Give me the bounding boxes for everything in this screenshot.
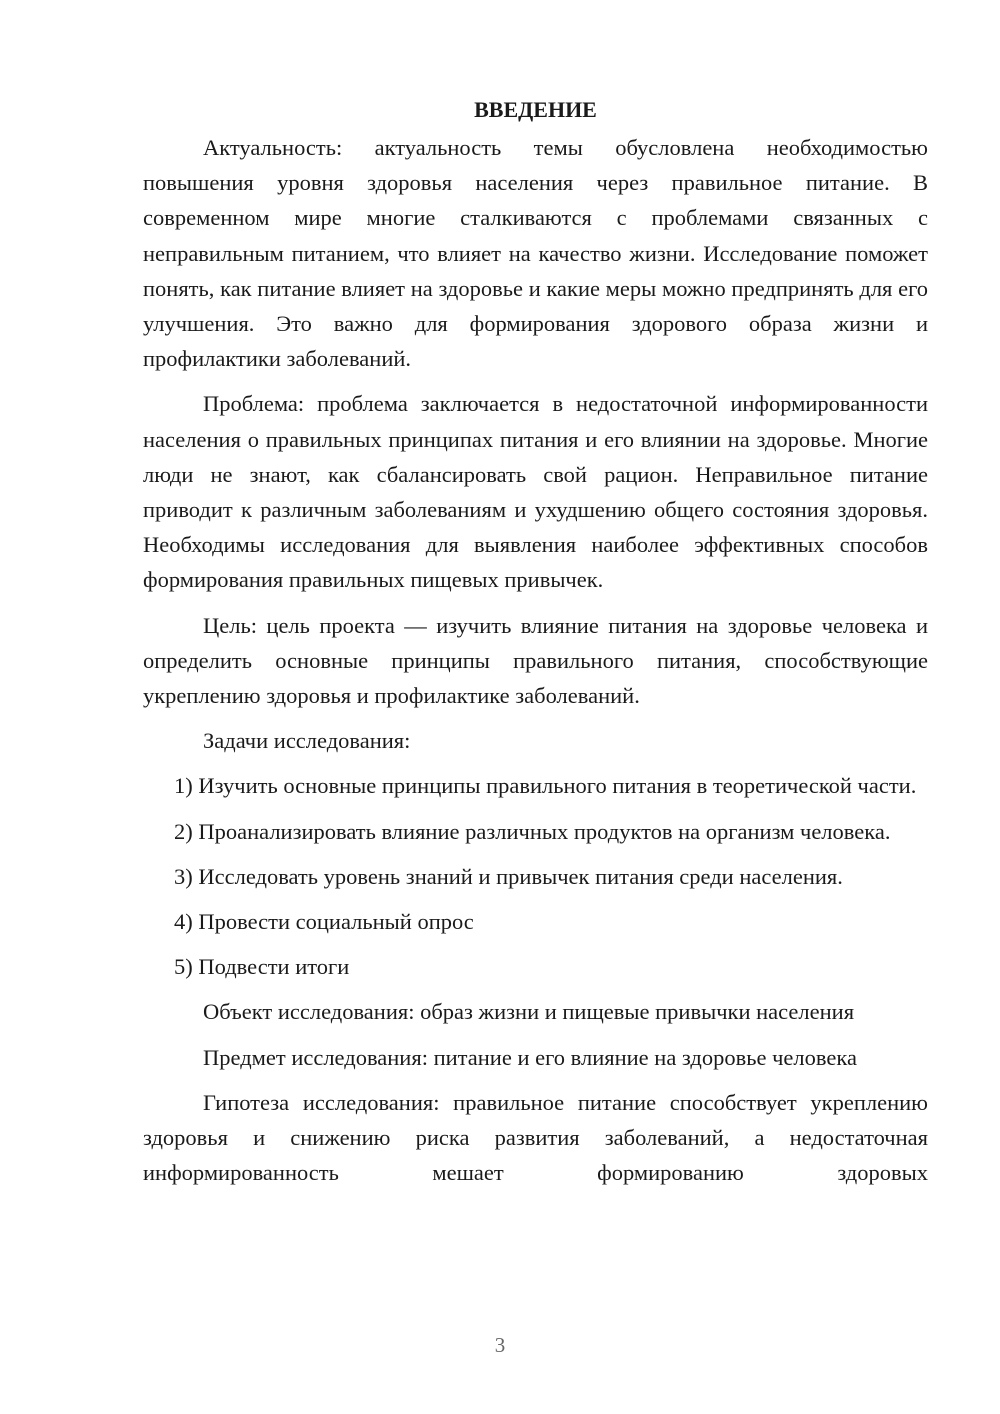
task-item-1: 1) Изучить основные принципы правильного питания в теоретической части.	[174, 773, 917, 799]
task-item-3: 3) Исследовать уровень знаний и привычек питания среди населения.	[174, 863, 843, 889]
research-hypothesis: Гипотеза исследования: правильное питание способствует укреплению здоровья и снижению риска развития заболеваний, а недостаточная информированность мешает формированию здоровых	[143, 1089, 928, 1186]
section-title: ВВЕДЕНИЕ	[474, 97, 597, 122]
task-item-4: 4) Провести социальный опрос	[174, 909, 474, 935]
problem-paragraph: Проблема: проблема заключается в недостаточной информированности населения о правильных принципах питания и его влиянии на здоровье. Многие люди не знают, как сбалансировать свой рацион. Неправильное питание приводит к различным заболеваниям и ухудшению общего состояния здоровья. Необходимы исследования для выявления наиболее эффективных способов формирования правильных пищевых привычек.	[143, 391, 928, 593]
document-page	[143, 92, 928, 1200]
relevance-paragraph: Актуальность: актуальность темы обусловлена необходимостью повышения уровня здоровья населения через правильное питание. В современном мире многие сталкиваются с проблемами связанных с неправильным питанием, что влияет на качество жизни. Исследование поможет понять, как питание влияет на здоровье и какие меры можно предпринять для его улучшения. Это важно для формирования здорового образа жизни и профилактики заболеваний.	[143, 135, 928, 372]
task-item-2: 2) Проанализировать влияние различных продуктов на организм человека.	[174, 818, 891, 844]
tasks-heading: Задачи исследования:	[203, 728, 411, 754]
research-object: Объект исследования: образ жизни и пищевые привычки населения	[203, 999, 855, 1025]
research-subject: Предмет исследования: питание и его влияние на здоровье человека	[203, 1044, 857, 1070]
goal-paragraph: Цель: цель проекта — изучить влияние питания на здоровье человека и определить основные принципы правильного питания, способствующие укреплению здоровья и профилактике заболеваний.	[143, 612, 928, 709]
page-number: 3	[494, 1333, 506, 1357]
task-item-5: 5) Подвести итоги	[174, 954, 350, 980]
